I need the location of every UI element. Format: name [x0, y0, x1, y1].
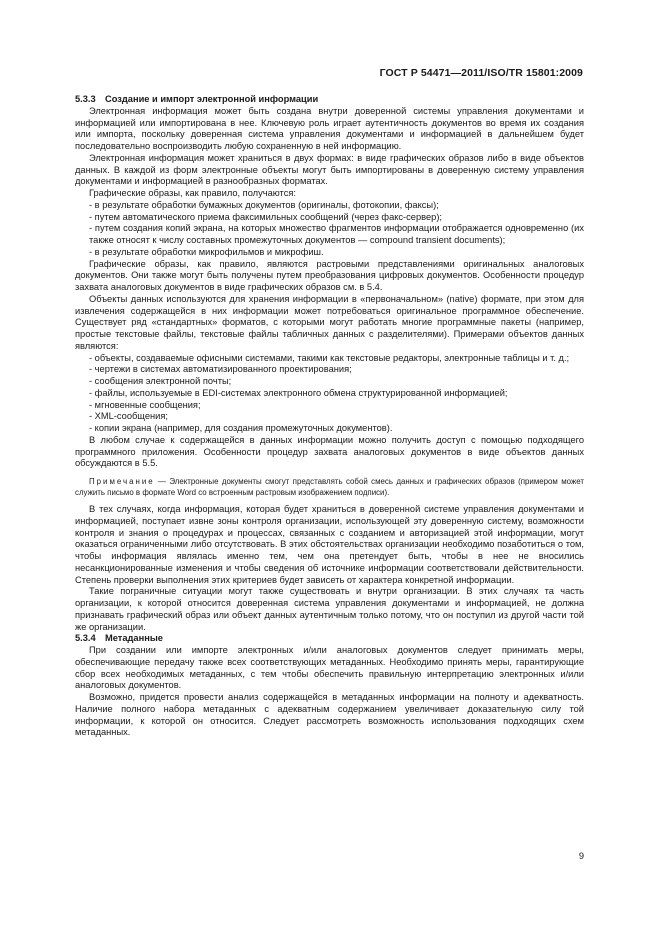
- paragraph: Электронная информация может храниться в двух формах: в виде графических образов либо в виде объектов данных. В каждой из форм электронные объекты могут быть импортированы в доверенную систему управления документами и информацией в разнообразных форматах.: [75, 152, 584, 187]
- note-label: Примечание: [89, 477, 155, 486]
- list-item: - объекты, создаваемые офисными системами, такими как текстовые редакторы, электронные таблицы и т. д.;: [89, 352, 570, 363]
- section-heading-5-3-3: [75, 94, 584, 106]
- list-item: - копии экрана (например, для создания промежуточных документов).: [89, 423, 393, 433]
- list-item: - путем автоматического приема факсимильных сообщений (через факс-сервер);: [89, 211, 442, 222]
- paragraph: В любом случае к содержащейся в данных информации можно получить доступ с помощью подходящего программного приложения. Особенности процедур захвата аналоговых документов в виде объектов данных обсуждаются в 5.5.: [75, 434, 584, 469]
- paragraph: Электронная информация может быть создана внутри доверенной системы управления документами и информацией или импортирована в нее. Ключевую роль играет аутентичность документов во время их создания или импорта, поскольку доверенная система управления документами и информацией в дальнейшем будет последовательно воспроизводить любую сохраненную в ней информацию.: [75, 105, 584, 151]
- paragraph: Графические образы, как правило, получаются:: [89, 188, 296, 198]
- list-item: - XML-сообщения;: [89, 411, 168, 422]
- list-item: - сообщения электронной почты;: [89, 376, 232, 386]
- list-item: - в результате обработки микрофильмов и микрофиш.: [89, 246, 324, 257]
- list-item: - путем создания копий экрана, на которых множество фрагментов информации отображается одновременно (их также относят к числу составных промежуточных документов — compound transient documents);: [89, 223, 584, 245]
- list-item: - чертежи в системах автоматизированного проектирования;: [89, 364, 352, 375]
- paragraph: При создании или импорте электронных и/или аналоговых документов следует принимать меры, обеспечивающие передачу также всех соответствующих метаданных. Необходимо принять меры, гарантирующие сбор всех необходимых метаданных, с тем чтобы обеспечить правильную интерпретацию электронных и/или аналоговых документов.: [75, 645, 584, 691]
- paragraph: Объекты данных используются для хранения информации в «первоначальном» (native) формате, при этом для извлечения содержащейся в них информации может потребоваться оригинальное программное обеспечение. Существует ряд «стандартных» форматов, с которыми могут работать многие программные пакеты (например, простые текстовые файлы, текстовые файлы табличных данных с разделителями). Примерами объектов данных являются:: [75, 293, 584, 351]
- note-text: — Электронные документы смогут представлять собой смесь данных и графических образов (примером может служить письмо в формате Word со встроенным растровым изображением подписи).: [75, 477, 584, 497]
- document-header: ГОСТ Р 54471—2011/ISO/TR 15801:2009: [379, 67, 583, 79]
- page-number: 9: [578, 851, 584, 861]
- paragraph: В тех случаях, когда информация, которая будет храниться в доверенной системе управления документами и информацией, поступает извне зоны контроля организации, использующей эту доверенную систему, возможности контроля и знания о процедурах и процессах, связанных с созданием и авторизацией этой информации, могут оказаться ограниченными либо отсутствовать. В этих обстоятельствах организации необходимо позаботиться о том, чтобы информация являлась именно тем, чем она претендует быть, чтобы в нее не вносились несанкционированные изменения и чтобы сведения об источнике информации соответствовали действительности. Степень проверки выполнения этих критериев будет зависеть от характера конкретной информации.: [75, 504, 584, 585]
- list-item: - файлы, используемые в EDI-системах электронного обмена структурированной информацией;: [89, 387, 508, 398]
- section-number: 5.3.3: [75, 94, 96, 104]
- paragraph: Графические образы, как правило, являются растровыми представлениями оригинальных аналоговых документов. Они также могут быть получены путем преобразования цифровых документов. Особенности процедур захвата аналоговых документов в виде графических образов см. в 5.4.: [75, 258, 584, 292]
- section-number: 5.3.4: [75, 633, 96, 644]
- page-content: [75, 94, 584, 739]
- section-title: Метаданные: [105, 633, 163, 644]
- paragraph: Возможно, придется провести анализ содержащейся в метаданных информации на полноту и адекватность. Наличие полного набора метаданных с адекватным содержанием увеличивает доказательную силу той информации, к которой он относится. Следует рассмотреть возможность использования подходящих схем метаданных.: [75, 692, 584, 738]
- note: [75, 476, 584, 498]
- list-item: - мгновенные сообщения;: [89, 399, 201, 410]
- section-title: Создание и импорт электронной информации: [105, 94, 319, 104]
- paragraph: Такие пограничные ситуации могут также существовать и внутри организации. В этих случаях та часть организации, к которой относится доверенная система управления документами и информацией, не должна признавать графический образ или объект данных аутентичным только потому, что он поступил из другой части той же организации.: [75, 586, 584, 632]
- section-heading-5-3-4: [75, 633, 584, 645]
- list-item: - в результате обработки бумажных документов (оригиналы, фотокопии, факсы);: [89, 199, 439, 210]
